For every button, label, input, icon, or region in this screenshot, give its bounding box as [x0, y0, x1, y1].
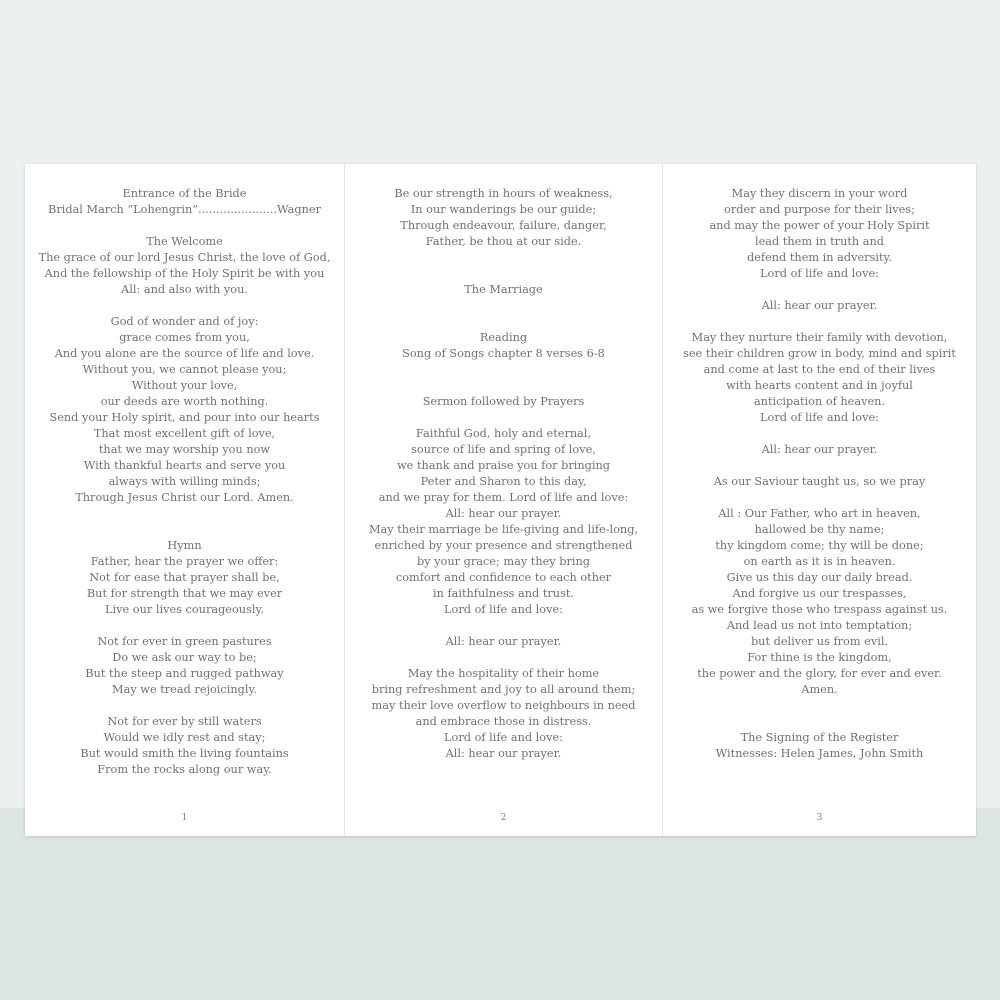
blank-line [25, 506, 344, 522]
text-line: All: hear our prayer. [445, 635, 562, 648]
blank-line [345, 618, 662, 634]
blank-line [663, 490, 976, 506]
blank-line [663, 282, 976, 298]
text-line: May they nurture their family with devotion, [691, 331, 948, 344]
blank-line [345, 298, 662, 314]
text-line: and come at last to the end of their lives [703, 363, 936, 376]
text-line: Lord of life and love: [760, 411, 879, 424]
text-line: on earth as it is in heaven. [743, 555, 896, 568]
text-line: Entrance of the Bride [122, 187, 247, 200]
text-line: Lord of life and love: [760, 267, 879, 280]
text-line: The Marriage [464, 283, 543, 296]
blank-line [345, 650, 662, 666]
text-line: Amen. [801, 683, 838, 696]
text-line: Through endeavour, failure, danger, [400, 219, 607, 232]
text-line: Live our lives courageously. [105, 603, 264, 616]
text-line: Reading [479, 331, 528, 344]
text-line: in faithfulness and trust. [432, 587, 575, 600]
page-3 [662, 164, 976, 836]
text-line: All : Our Father, who art in heaven, [718, 507, 921, 520]
blank-line [25, 698, 344, 714]
background-lower [0, 808, 1000, 1000]
blank-line [345, 378, 662, 394]
blank-line [345, 410, 662, 426]
text-line: hallowed be thy name; [754, 523, 885, 536]
text-line: May they discern in your word [731, 187, 908, 200]
text-line: enriched by your presence and strengthened [374, 539, 633, 552]
text-line: anticipation of heaven. [753, 395, 886, 408]
text-line: thy kingdom come; thy will be done; [715, 539, 924, 552]
page-3-text [663, 186, 976, 762]
text-line: The Welcome [146, 235, 223, 248]
text-line: defend them in adversity. [746, 251, 893, 264]
blank-line [25, 298, 344, 314]
text-line: we thank and praise you for bringing [397, 459, 610, 472]
text-line: In our wanderings be our guide; [410, 203, 597, 216]
page-1-text [25, 186, 344, 778]
text-line: the power and the glory, for ever and ever. [697, 667, 942, 680]
text-line: by your grace; may they bring [416, 555, 591, 568]
blank-line [25, 522, 344, 538]
text-line: Be our strength in hours of weakness, [394, 187, 613, 200]
text-line: May we tread rejoicingly. [112, 683, 257, 696]
text-line: Lord of life and love: [444, 603, 563, 616]
blank-line [663, 714, 976, 730]
blank-line [25, 618, 344, 634]
text-line: May their marriage be life-giving and life-long, [368, 523, 639, 536]
text-line: With thankful hearts and serve you [83, 459, 286, 472]
blank-line [663, 314, 976, 330]
text-line: All: and also with you. [121, 283, 248, 296]
text-line: As our Saviour taught us, so we pray [713, 475, 926, 488]
text-line: All: hear our prayer. [445, 507, 562, 520]
text-line: with hearts content and in joyful [726, 379, 913, 392]
text-line: source of life and spring of love, [411, 443, 596, 456]
order-of-service-booklet [25, 164, 976, 836]
text-line: may their love overflow to neighbours in need [371, 699, 636, 712]
text-line: For thine is the kingdom, [747, 651, 892, 664]
blank-line [345, 266, 662, 282]
text-line: and may the power of your Holy Spirit [709, 219, 930, 232]
page-2-text [345, 186, 662, 762]
text-line: And forgive us our trespasses, [732, 587, 907, 600]
text-line: All: hear our prayer. [761, 299, 878, 312]
text-line: All: hear our prayer. [761, 443, 878, 456]
text-line: as we forgive those who trespass against us. [691, 603, 948, 616]
text-line: Sermon followed by Prayers [422, 395, 585, 408]
text-line: Lord of life and love: [444, 731, 563, 744]
text-line: lead them in truth and [754, 235, 884, 248]
page-2 [344, 164, 662, 836]
text-line: Without your love, [131, 379, 238, 392]
text-line: The grace of our lord Jesus Christ, the love of God, [38, 251, 331, 264]
text-line: But would smith the living fountains [80, 747, 289, 760]
blank-line [663, 698, 976, 714]
text-line: Without you, we cannot please you; [82, 363, 287, 376]
text-line: Through Jesus Christ our Lord. Amen. [75, 491, 294, 504]
text-line: our deeds are worth nothing. [100, 395, 269, 408]
text-line: May the hospitality of their home [407, 667, 600, 680]
text-line: always with willing minds; [108, 475, 261, 488]
text-line: Do we ask our way to be; [112, 651, 257, 664]
text-line: bring refreshment and joy to all around them; [371, 683, 636, 696]
text-line: But for strength that we may ever [86, 587, 283, 600]
text-line: All: hear our prayer. [445, 747, 562, 760]
text-line: Song of Songs chapter 8 verses 6-8 [402, 347, 605, 360]
blank-line [345, 362, 662, 378]
text-line: Peter and Sharon to this day, [420, 475, 587, 488]
text-line: see their children grow in body, mind and spirit [683, 347, 956, 360]
text-line: The Signing of the Register [740, 731, 899, 744]
blank-line [663, 458, 976, 474]
text-line: Faithful God, holy and eternal, [415, 427, 592, 440]
blank-line [345, 314, 662, 330]
page-number: 1 [181, 813, 188, 823]
text-line: Send your Holy spirit, and pour into our hearts [49, 411, 320, 424]
text-line: and embrace those in distress. [415, 715, 592, 728]
text-line: But the steep and rugged pathway [85, 667, 284, 680]
text-line: Give us this day our daily bread. [726, 571, 913, 584]
text-line: And you alone are the source of life and love. [54, 347, 315, 360]
text-line: but deliver us from evil. [750, 635, 889, 648]
text-line: Hymn [167, 539, 202, 552]
page-number: 3 [816, 813, 823, 823]
text-line: grace comes from you, [119, 331, 250, 344]
text-line: that we may worship you now [98, 443, 271, 456]
text-line: Witnesses: Helen James, John Smith [715, 747, 924, 760]
text-line: order and purpose for their lives; [724, 203, 915, 216]
text-line: comfort and confidence to each other [395, 571, 612, 584]
blank-line [663, 426, 976, 442]
text-line: And the fellowship of the Holy Spirit be with you [44, 267, 325, 280]
blank-line [345, 250, 662, 266]
text-line: Not for ease that prayer shall be, [89, 571, 280, 584]
text-line: Father, be thou at our side. [425, 235, 582, 248]
text-line: Father, hear the prayer we offer: [90, 555, 279, 568]
text-line: Not for ever by still waters [107, 715, 262, 728]
text-line: And lead us not into temptation; [726, 619, 913, 632]
page-1 [25, 164, 344, 836]
text-line: Not for ever in green pastures [97, 635, 272, 648]
page-number: 2 [500, 813, 507, 823]
blank-line [25, 218, 344, 234]
text-line: Bridal March “Lohengrin”......................Wagner [48, 203, 321, 216]
text-line: Would we idly rest and stay; [103, 731, 266, 744]
text-line: and we pray for them. Lord of life and love: [378, 491, 629, 504]
text-line: That most excellent gift of love, [93, 427, 276, 440]
text-line: God of wonder and of joy: [110, 315, 259, 328]
text-line: From the rocks along our way. [97, 763, 272, 776]
